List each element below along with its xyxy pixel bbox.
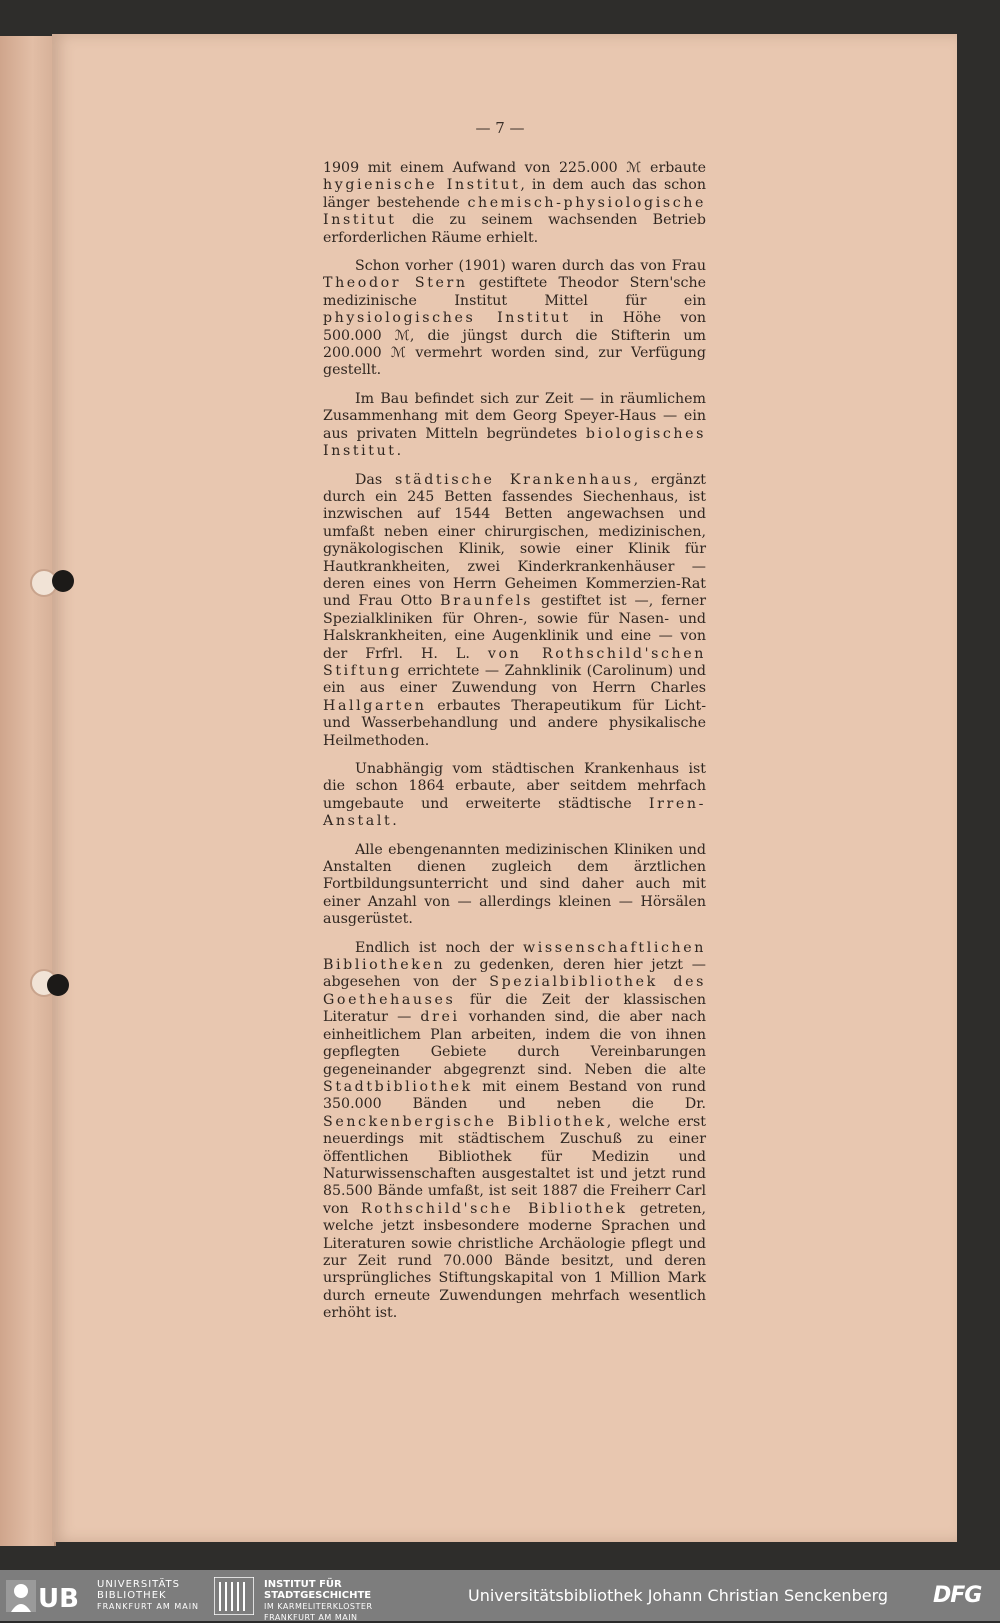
spaced-emphasis-text: Hallgarten (323, 697, 427, 714)
page-number: — 7 — (475, 119, 525, 137)
spaced-emphasis-text: Theodor Stern (323, 275, 468, 292)
paragraph-text: 1909 mit einem Aufwand von 225.000 ℳ erbaute (323, 160, 706, 176)
paragraph-text: erbautes Therapeutikum für Licht- und Wasserbehandlung und andere physikalische Heilmethoden. (323, 697, 706, 749)
spaced-emphasis-text: städtische Krankenhaus (394, 471, 634, 488)
institut-name (264, 1579, 373, 1623)
paragraph (323, 258, 706, 380)
paragraph-text: vorhanden sind, die aber nach einheitlichem Plan arbeiten, indem die von ihnen gepflegten Gebiete durch Vereinbarungen gegeneinander abgegrenzt sind. Neben die alte (323, 1009, 706, 1078)
document-body-text (323, 160, 706, 1334)
paragraph-text: Schon vorher (1901) waren durch das von Frau (355, 258, 706, 275)
ifs-line-2: STADTGESCHICHTE (264, 1590, 372, 1601)
ub-line-1: UNIVERSITÄTS (97, 1579, 181, 1590)
paragraph (323, 472, 706, 751)
paragraph-text: die zu seinem wachsenden Betrieb erforderlichen Räume erhielt. (323, 212, 706, 246)
ub-logo-icon[interactable] (6, 1580, 94, 1612)
paragraph-text: , welche erst neuerdings mit städtischem Zuschuß zu einer öffentlichen Bibliothek für Medizin und Naturwissenschaften ausgestaltet ist und jetzt rund 85.500 Bände umfaßt, ist seit 1887 die Freiherr Carl von (323, 1113, 706, 1217)
paragraph (323, 940, 706, 1323)
spaced-emphasis-text: Braunfels (440, 593, 533, 610)
paragraph (323, 761, 706, 831)
paragraph-text: Endlich ist noch der (355, 939, 523, 956)
spaced-emphasis-text: Stadtbibliothek (323, 1078, 473, 1095)
paragraph-text: , in dem auch das schon länger bestehende (323, 177, 706, 211)
spaced-emphasis-text: wissenschaftlichen Bibliotheken (323, 939, 706, 974)
paragraph (323, 160, 706, 247)
paragraph-text: mit einem Bestand von rund 350.000 Bänden und neben die Dr. (323, 1078, 706, 1113)
ifs-line-1: INSTITUT FÜR (264, 1579, 342, 1590)
spaced-emphasis-text: chemisch-physiologische Institut (323, 194, 706, 229)
paragraph-text: gestiftet ist —, ferner Spezialkliniken für Ohren-, sowie für Nasen- und Halskrankheiten, eine Augenklinik und eine — von der Frfrl. H. L. (323, 593, 706, 662)
paragraph-text: . (396, 443, 402, 460)
ub-line-2: BIBLIOTHEK (97, 1590, 167, 1601)
paragraph-text: Unabhängig vom städtischen Krankenhaus ist die schon 1864 erbaute, aber seitdem mehrfach umgebaute und erweiterte städtische (323, 761, 706, 812)
paragraph-text: . (392, 813, 397, 830)
spaced-emphasis-text: physiologisches Institut (323, 310, 571, 327)
paragraph-text: in Höhe von 500.000 ℳ, die jüngst durch die Stifterin um 200.000 ℳ vermehrt worden sind, zur Verfügung gestellt. (323, 310, 706, 379)
spaced-emphasis-text: drei (420, 1009, 460, 1026)
paragraph-text: Im Bau befindet sich zur Zeit — in räumlichem Zusammenhang mit dem Georg Speyer-Haus — ein aus privaten Mitteln begründetes (323, 390, 706, 442)
dfg-logo-icon[interactable]: DFG (933, 1583, 982, 1608)
paragraph-text: zu gedenken, deren hier jetzt — abgesehen von der (323, 957, 706, 991)
spaced-emphasis-text: hygienische Institut (323, 177, 521, 194)
left-page-edge (0, 36, 56, 1546)
spaced-emphasis-text: Senckenbergische Bibliothek (323, 1113, 607, 1130)
ub-logo-text: UB (38, 1584, 79, 1612)
paragraph-text: Das (355, 471, 395, 488)
library-name[interactable]: Universitätsbibliothek Johann Christian Senckenberg (468, 1586, 889, 1605)
paragraph-text: errichtete — Zahnklinik (Carolinum) und ein aus einer Zuwendung von Herrn Charles (323, 662, 706, 697)
ifs-line-3: IM KARMELITERKLOSTER (264, 1602, 373, 1611)
paragraph-text: Alle ebengenannten medizinischen Kliniken und Anstalten dienen zugleich dem ärztlichen Fortbildungsunterricht und sind daher auch mit einer Anzahl von — allerdings kleinen — Hörsälen ausgerüstet. (323, 841, 706, 928)
spaced-emphasis-text: biologisches Institut (323, 425, 706, 460)
institut-logo-icon[interactable] (214, 1577, 254, 1615)
spaced-emphasis-text: Rothschild'sche Bibliothek (360, 1200, 628, 1217)
paragraph-text: gestiftete Theodor Stern'sche medizinische Institut Mittel für ein (323, 275, 706, 309)
spaced-emphasis-text: Irren-Anstalt (323, 795, 706, 830)
spaced-emphasis-text: von Rothschild'schen Stiftung (323, 645, 706, 679)
spaced-emphasis-text: Spezialbibliothek des Goethehauses (323, 974, 706, 1008)
punch-hole-lower (47, 974, 69, 996)
ub-name (97, 1579, 199, 1612)
paragraph-text: für die Zeit der klassischen Literatur — (323, 991, 706, 1026)
paragraph-text: getreten, welche jetzt insbesondere moderne Sprachen und Literaturen sowie christliche Archäologie pflegt und zur Zeit rund 70.000 Bände besitzt, und deren ursprüngliches Stiftungskapital von 1 Million Mark durch erneute Zuwendungen mehrfach wesentlich erhöht ist. (323, 1200, 706, 1322)
ub-line-3: FRANKFURT AM MAIN (97, 1602, 200, 1611)
paragraph-text: , ergänzt durch ein 245 Betten fassendes Siechenhaus, ist inzwischen auf 1544 Betten angewachsen und umfaßt neben einer chirurgischen, medizinischen, gynäkologischen Klinik, sowie einer Klinik für Hautkrankheiten, zwei Kinderkrankenhäuser — deren eines von Herrn Geheimen Kommerzien-Rat und Frau Otto (323, 471, 706, 610)
paragraph (323, 391, 706, 461)
ifs-line-4: FRANKFURT AM MAIN (264, 1613, 358, 1622)
footer-bar (0, 1570, 1000, 1621)
paragraph (323, 842, 706, 929)
punch-hole-upper (52, 570, 74, 592)
